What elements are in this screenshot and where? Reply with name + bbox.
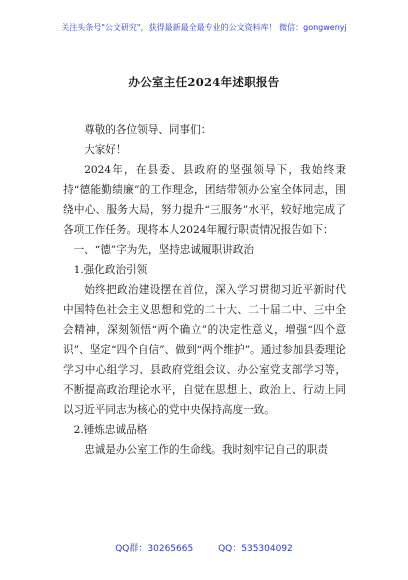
header-banner: 关注头条号"公文研究"，获得最新最全最专业的公文资料库！ 微信：gongwenyj	[61, 23, 347, 32]
footer-contact	[0, 541, 408, 554]
intro-paragraph: 2024年，在县委、县政府的坚强领导下，我始终秉持“德能勤绩廉”的工作理念，团结带领办公室全体同志，围绕中心、服务大局，努力提升“三服务”水平，较好地完成了各项工作任务。现将本人2024年履行职责情况报告如下：	[63, 164, 346, 236]
subsection-1-body: 始终把政治建设摆在首位，深入学习贯彻习近平新时代中国特色社会主义思想和党的二十大、二十届二中、三中全会精神，深刻领悟“两个确立”的决定性意义，增强“四个意识”、坚定“四个自信”、做到“两个维护”。通过参加县委理论学习中心组学习、县政府党组会议、办公室党支部学习等，不断提高政治理论水平，自觉在思想上、政治上、行动上同以习近平同志为核心的党中央保持高度一致。	[63, 284, 346, 416]
document-body	[63, 120, 346, 460]
subsection-2-heading: 2.锤炼忠诚品格	[73, 424, 148, 436]
subsection-2-body: 忠诚是办公室工作的生命线。我时刻牢记自己的职责	[84, 444, 328, 456]
greeting: 大家好！	[84, 144, 127, 156]
qq-number: QQ：535304092	[218, 544, 293, 554]
salutation: 尊敬的各位领导、同事们：	[84, 124, 212, 136]
section-1-heading: 一、“德”字为先，坚持忠诚履职讲政治	[73, 244, 254, 256]
document-title: 办公室主任2024年述职报告	[128, 75, 280, 89]
qq-group: QQ群：30265665	[115, 544, 194, 554]
subsection-1-heading: 1.强化政治引领	[73, 264, 148, 276]
